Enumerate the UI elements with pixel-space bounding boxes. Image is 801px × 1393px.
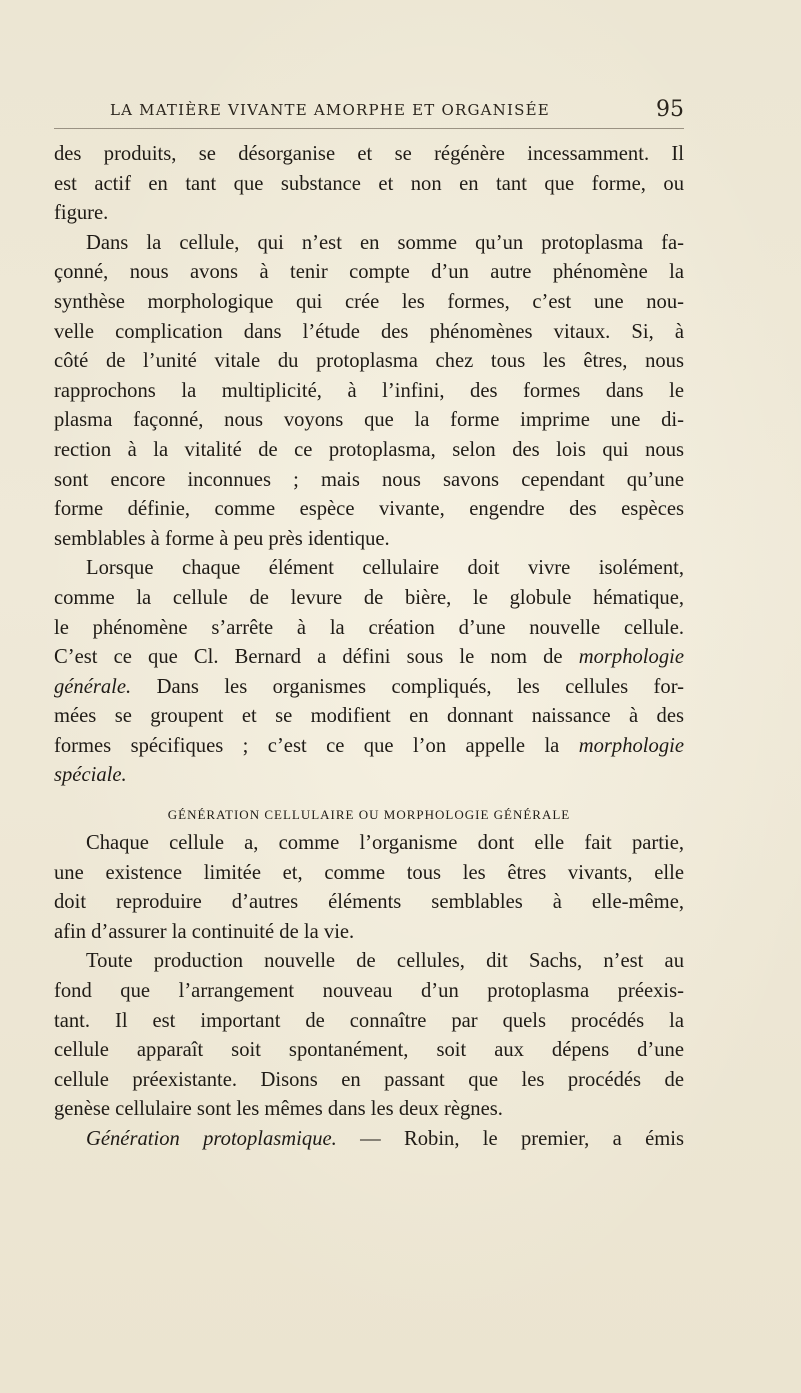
text-line: cellule apparaît soit spontanément, soit aux dépens d’une	[54, 1039, 684, 1062]
text-line: figure.	[54, 202, 109, 225]
paragraph-2	[54, 229, 684, 555]
text-line: comme la cellule de levure de bière, le globule hématique,	[54, 586, 684, 609]
text-line: çonné, nous avons à tenir compte d’un autre phénomène la	[54, 261, 684, 284]
text-line: rapprochons la multiplicité, à l’infini, des formes dans le	[54, 379, 684, 402]
text-line	[54, 643, 684, 673]
text-line	[54, 673, 684, 703]
text-line: Lorsque chaque élément cellulaire doit vivre isolément,	[86, 557, 684, 580]
text-line: Dans la cellule, qui n’est en somme qu’un protoplasma fa-	[86, 231, 684, 254]
body-text	[54, 140, 684, 1155]
italic-term: morphologie	[578, 734, 684, 757]
text-fragment: C’est ce que Cl. Bernard a défini sous le nom de	[54, 646, 563, 669]
text-fragment: — Robin, le premier, a émis	[360, 1128, 684, 1150]
text-line: Toute production nouvelle de cellules, dit Sachs, n’est au	[86, 950, 684, 973]
text-line: cellule préexistante. Disons en passant que les procédés de	[54, 1068, 684, 1091]
running-head	[54, 97, 684, 131]
italic-term: morphologie	[578, 646, 684, 669]
paragraph-1	[54, 140, 684, 229]
italic-term: générale.	[54, 675, 132, 698]
text-line: côté de l’unité vitale du protoplasma chez tous les êtres, nous	[54, 350, 684, 373]
paragraph-3	[54, 554, 684, 791]
header-rule	[54, 128, 684, 129]
text-line: le phénomène s’arrête à la création d’une nouvelle cellule.	[54, 616, 684, 639]
text-line: afin d’assurer la continuité de la vie.	[54, 920, 355, 943]
text-line: genèse cellulaire sont les mêmes dans les deux règnes.	[54, 1098, 503, 1121]
text-fragment: formes spécifiques ; c’est ce que l’on appelle la	[54, 734, 560, 757]
paragraph-5	[54, 947, 684, 1125]
text-line: mées se groupent et se modifient en donnant naissance à des	[54, 705, 684, 728]
running-title: LA MATIÈRE VIVANTE AMORPHE ET ORGANISÉE	[110, 101, 550, 119]
italic-term: spéciale.	[54, 764, 127, 787]
text-line: forme définie, comme espèce vivante, engendre des espèces	[54, 498, 684, 521]
text-line: plasma façonné, nous voyons que la forme imprime une di-	[54, 409, 684, 432]
text-line: sont encore inconnues ; mais nous savons cependant qu’une	[54, 468, 684, 491]
page-number: 95	[656, 97, 684, 122]
text-line: Chaque cellule a, comme l’organisme dont elle fait partie,	[86, 832, 684, 855]
text-line	[54, 732, 684, 762]
text-line	[54, 761, 684, 791]
text-line: des produits, se désorganise et se régénère incessamment. Il	[54, 143, 684, 165]
paragraph-6	[54, 1125, 684, 1155]
paragraph-4	[54, 829, 684, 947]
text-line: doit reproduire d’autres éléments semblables à elle-même,	[54, 891, 684, 914]
text-line: une existence limitée et, comme tous les êtres vivants, elle	[54, 861, 684, 884]
section-heading: GÉNÉRATION CELLULAIRE OU MORPHOLOGIE GÉNÉRALE	[167, 807, 571, 823]
text-line: semblables à forme à peu près identique.	[54, 527, 390, 550]
text-line: velle complication dans l’étude des phénomènes vitaux. Si, à	[54, 320, 684, 343]
text-line: est actif en tant que substance et non en tant que forme, ou	[54, 172, 684, 195]
text-line: rection à la vitalité de ce protoplasma, selon des lois qui nous	[54, 438, 684, 461]
text-fragment: Dans les organismes compliqués, les cellules for-	[156, 675, 684, 698]
text-line: synthèse morphologique qui crée les formes, c’est une nou-	[54, 290, 684, 313]
text-line	[54, 1125, 684, 1155]
text-line: tant. Il est important de connaître par quels procédés la	[54, 1009, 684, 1032]
text-line: fond que l’arrangement nouveau d’un protoplasma préexis-	[54, 980, 684, 1003]
italic-term: Génération protoplasmique.	[86, 1128, 337, 1150]
